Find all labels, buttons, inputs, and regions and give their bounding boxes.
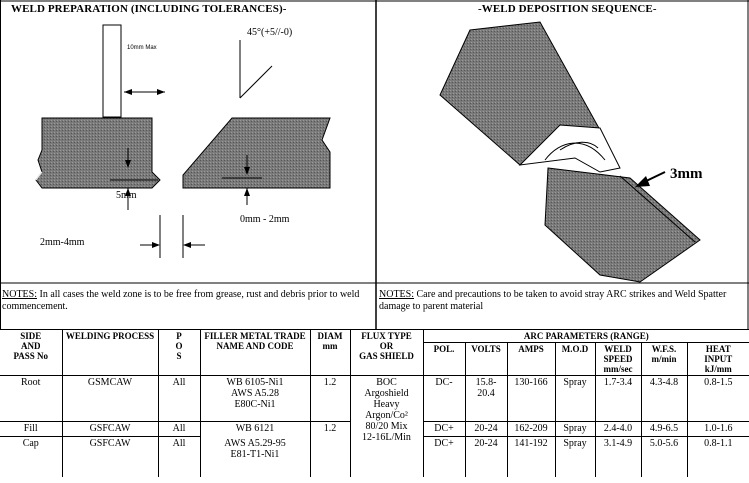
cell-speed: 2.4-4.0 — [595, 422, 641, 437]
cell-heat: 1.0-1.6 — [687, 422, 749, 437]
col-volts: VOLTS — [465, 343, 507, 376]
cell-pos: All — [158, 376, 200, 422]
left-plate — [36, 118, 160, 188]
opening-arrowhead-left — [152, 242, 160, 248]
cell-speed: 1.7-3.4 — [595, 376, 641, 422]
notes-right-text: Care and precautions to be taken to avoid stray ARC strikes and Weld Spatter damage to parent material — [379, 289, 727, 312]
cell-filler: WB 6105-Ni1 AWS A5.28 E80C-Ni1 — [200, 376, 310, 422]
col-flux: FLUX TYPE OR GAS SHIELD — [350, 330, 423, 376]
cell-volts: 20-24 — [465, 422, 507, 437]
seq-dim-label: 3mm — [670, 166, 703, 182]
col-side: SIDE AND PASS No — [0, 330, 62, 376]
cell-mod: Spray — [555, 376, 595, 422]
gap-arrowhead-bottom — [244, 188, 250, 196]
cell-side: Root — [21, 377, 41, 388]
cell-process: GSFCAW — [62, 437, 158, 477]
cell-diam — [310, 437, 350, 477]
cell-diam: 1.2 — [310, 422, 350, 437]
cell-process: GSFCAW — [62, 422, 158, 437]
notes-left-text: In all cases the weld zone is to be free from grease, rust and debris prior to weld commencement. — [2, 289, 360, 312]
seq-arrowhead — [635, 176, 650, 187]
max-width-label: 10mm Max — [127, 45, 157, 51]
notes-right-label: NOTES: — [379, 289, 414, 300]
cell-process: GSMCAW — [62, 376, 158, 422]
cell-side: Cap — [0, 437, 62, 477]
col-speed: WELD SPEED mm/sec — [595, 343, 641, 376]
notes-right — [379, 289, 745, 313]
col-process: WELDING PROCESS — [62, 330, 158, 376]
opening-arrowhead-right — [183, 242, 191, 248]
root-opening-label: 2mm-4mm — [40, 237, 85, 248]
cell-wfs: 4.3-4.8 — [641, 376, 687, 422]
cell-amps: 162-209 — [507, 422, 555, 437]
cell-wfs: 4.9-6.5 — [641, 422, 687, 437]
cell-speed: 3.1-4.9 — [595, 437, 641, 477]
root-face-label: 5mm — [116, 190, 137, 201]
prep-title: WELD PREPARATION (INCLUDING TOLERANCES)- — [11, 3, 287, 15]
cell-pol: DC+ — [423, 437, 465, 477]
max-width-arrow-left — [124, 89, 132, 95]
bevel-angle-line — [240, 66, 272, 98]
cell-heat: 0.8-1.5 — [687, 376, 749, 422]
bevel-angle-label: 45°(+5//-0) — [247, 27, 293, 38]
notes-left-label: NOTES: — [2, 289, 37, 300]
seq-title: -WELD DEPOSITION SEQUENCE- — [478, 3, 657, 15]
col-pol: POL. — [423, 343, 465, 376]
col-heat: HEAT INPUT kJ/mm — [687, 343, 749, 376]
cell-pos: All — [158, 437, 200, 477]
cell-flux: BOC Argoshield Heavy Argon/Co² 80/20 Mix 12-16L/Min — [350, 376, 423, 477]
cell-diam: 1.2 — [310, 376, 350, 422]
deposition-assembly — [440, 22, 700, 282]
cell-volts: 15.8- 20.4 — [465, 376, 507, 422]
cell-pos: All — [158, 422, 200, 437]
cell-mod: Spray — [555, 422, 595, 437]
cell-amps: 141-192 — [507, 437, 555, 477]
root-gap-label: 0mm - 2mm — [240, 214, 290, 225]
cell-filler: WB 6121 — [200, 422, 310, 437]
col-amps: AMPS — [507, 343, 555, 376]
table-row — [0, 376, 749, 422]
max-width-arrow-right — [157, 89, 165, 95]
cell-pol: DC- — [423, 376, 465, 422]
cell-amps: 130-166 — [507, 376, 555, 422]
cell-mod: Spray — [555, 437, 595, 477]
col-pos: P O S — [158, 330, 200, 376]
col-diam: DIAM mm — [310, 330, 350, 376]
lower-plate — [545, 168, 700, 282]
cell-heat: 0.8-1.1 — [687, 437, 749, 477]
cell-filler: AWS A5.29-95 E81-T1-Ni1 — [200, 437, 310, 477]
weld-parameters-table — [0, 330, 749, 477]
cell-volts: 20-24 — [465, 437, 507, 477]
arc-parameters-header: ARC PARAMETERS (RANGE) — [423, 330, 749, 343]
notes-left — [2, 289, 370, 313]
col-wfs: W.F.S. m/min — [641, 343, 687, 376]
cell-wfs: 5.0-5.6 — [641, 437, 687, 477]
upright-strip — [103, 25, 121, 117]
col-mod: M.O.D — [555, 343, 595, 376]
cell-side: Fill — [0, 422, 62, 437]
col-filler: FILLER METAL TRADE NAME AND CODE — [200, 330, 310, 376]
cell-pol: DC+ — [423, 422, 465, 437]
